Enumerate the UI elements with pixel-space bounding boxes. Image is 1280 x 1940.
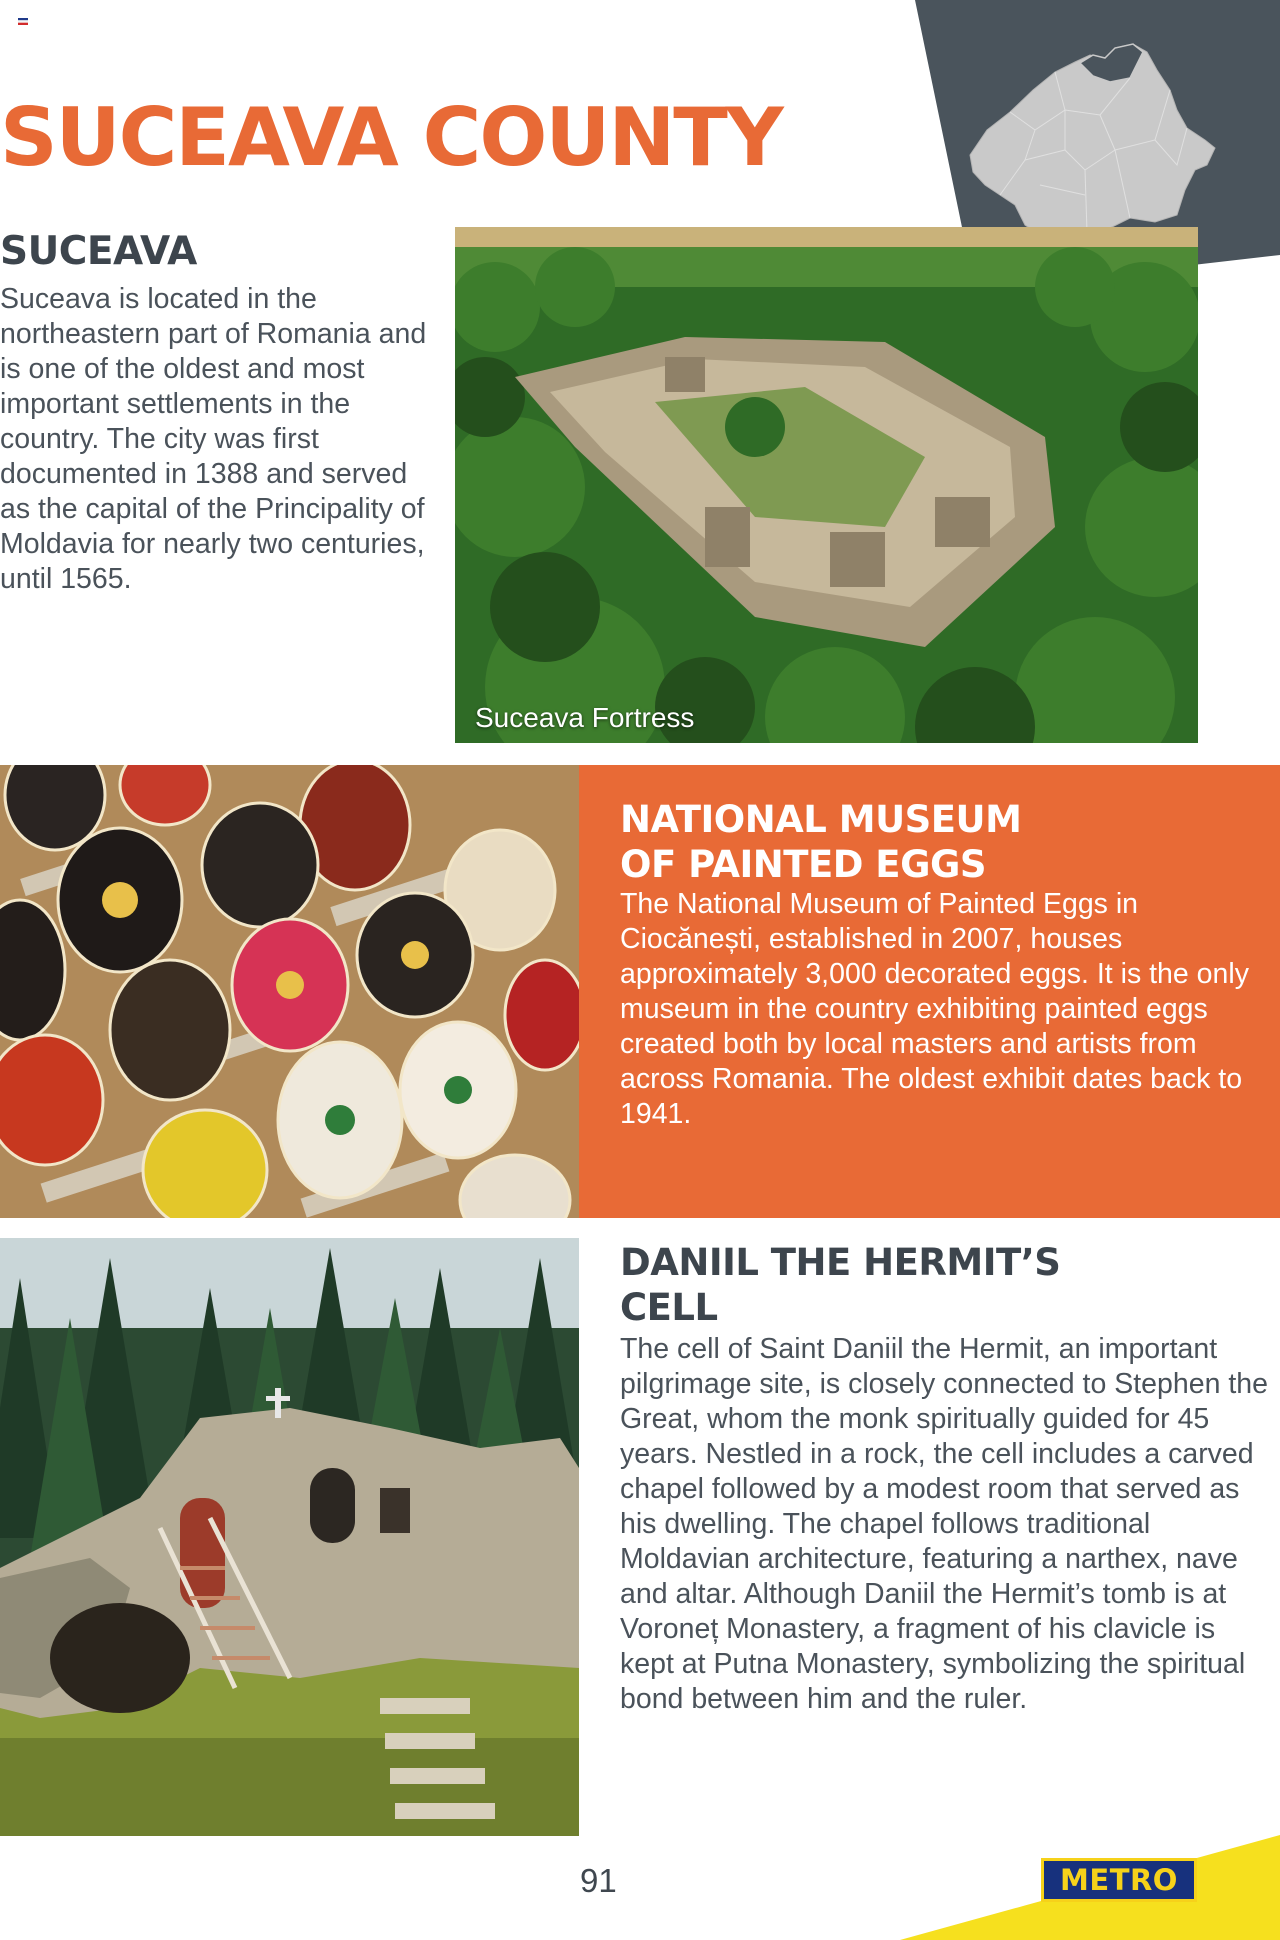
eggs-museum-heading-line1: NATIONAL MUSEUM	[620, 798, 1022, 841]
hermit-cell-description: The cell of Saint Daniil the Hermit, an important pilgrimage site, is closely connected to Stephen the Great, whom the monk spiritually guided for 45 years. Nestled in a rock, the cell includes a carved chapel followed by a modest room that served as his dwelling. The chapel follows traditional Moldavian architecture, featuring a narthex, nave and altar. Although Daniil the Hermit’s tomb is at Voroneț Monastery, a fragment of his clavicle is kept at Putna Monastery, symbolizing the spiritual bond between him and the ruler.	[620, 1333, 1268, 1715]
suceava-heading: SUCEAVA	[0, 229, 197, 274]
eggs-museum-description: The National Museum of Painted Eggs in Ciocănești, established in 2007, houses approximately 3,000 decorated eggs. It is the only museum in the country exhibiting painted eggs created both by local masters and artists from across Romania. The oldest exhibit dates back to 1941.	[620, 888, 1249, 1130]
eggs-museum-heading-line2: OF PAINTED EGGS	[620, 843, 986, 886]
fortress-photo-caption: Suceava Fortress	[475, 702, 695, 733]
page-number: 91	[580, 1862, 617, 1899]
suceava-fortress-photo	[455, 227, 1198, 743]
hermit-cell-heading-line2: CELL	[620, 1286, 718, 1329]
suceava-description: Suceava is located in the northeastern part of Romania and is one of the oldest and most important settlements in the country. The city was first documented in 1388 and served as the capital of the Principality of Moldavia for nearly two centuries, until 1565.	[0, 283, 427, 595]
hermit-cell-heading-line1: DANIIL THE HERMIT’S	[620, 1241, 1061, 1284]
page-title: SUCEAVA COUNTY	[0, 91, 782, 184]
flag-icon	[18, 18, 28, 25]
hermit-cell-heading	[620, 1240, 1260, 1330]
metro-logo	[1041, 1858, 1197, 1902]
eggs-museum-heading	[620, 797, 1240, 887]
hermit-cell-photo	[0, 1238, 579, 1836]
painted-eggs-photo	[0, 765, 579, 1218]
metro-logo-text: METRO	[1060, 1863, 1178, 1897]
